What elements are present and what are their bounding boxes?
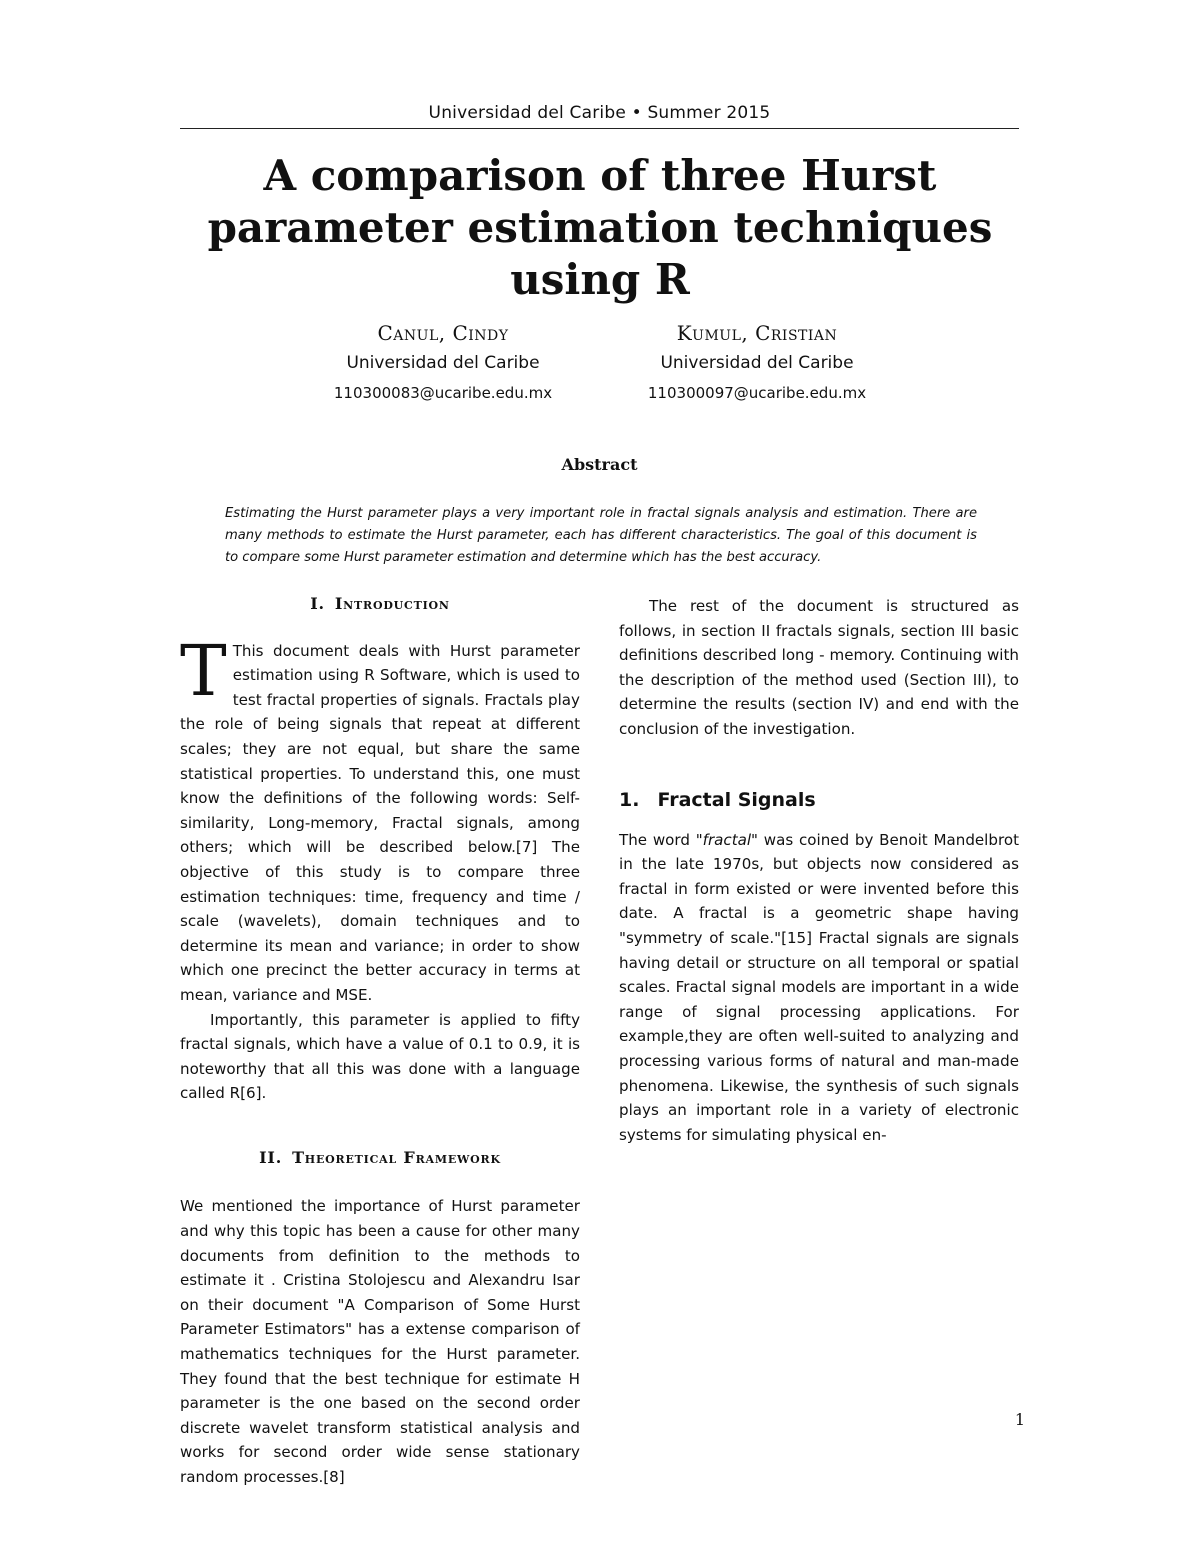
intro-paragraph-2: Importantly, this parameter is applied to fifty fractal signals, which have a value of 0.1 to 0.9, it is noteworthy that all this was done with a language called R[6].: [180, 1010, 580, 1103]
header-rule: [180, 128, 1019, 129]
author-block-2: [597, 318, 917, 408]
intro-paragraph-1-text: This document deals with Hurst parameter estimation using R Software, which is used to test fractal properties of signals. Fractals play the role of being signals that repeat at different scales; they are not equal, but share the same statistical properties. To understand this, one must know the definitions of the following words: Self-similarity, Long-memory, Fractal signals, among others; which will be described below.[7] The objective of this study is to compare three estimation techniques: time, frequency and time / scale (wavelets), domain techniques and to determine its mean and variance; in order to show which one precinct the better accuracy in terms at mean, variance and MSE.: [180, 641, 580, 1004]
author-email: 110300097@ucaribe.edu.mx: [647, 384, 867, 402]
author-name: Kumul, Cristian: [676, 321, 838, 345]
section-number: I.: [310, 594, 325, 613]
intro-paragraph-1: [180, 629, 580, 1008]
theory-paragraph-1: We mentioned the importance of Hurst parameter and why this topic has been a cause for other many documents from definition to the methods to estimate it . Cristina Stolojescu and Alexandru Isar on their document "A Comparison of Some Hurst Parameter Estimators" has a extense comparison of mathematics techniques for the Hurst parameter. They found that the best technique for estimate H parameter is the one based on the second order discrete wavelet transform statistical analysis and works for second order wide sense stationary random processes.[8]: [180, 1197, 580, 1486]
section-title: Introduction: [334, 594, 450, 613]
section-heading-theoretical-framework: [180, 1146, 580, 1171]
subsection-title: Fractal Signals: [657, 788, 816, 811]
fractal-text-rest: was coined by Benoit Mandelbrot in the late 1970s, but objects now considered as fractal in form existed or were invented before this date. A fractal is a geometric shape having "symmetry of scale."[15] Fractal signals are signals having detail or structure on all temporal or spatial scales. Fractal signal models are important in a wide range of signal processing applications. For example,they are often well-suited to analyzing and processing various forms of natural and man-made phenomena. Likewise, the synthesis of such signals plays an important role in a variety of electronic systems for simulating physical en-: [619, 830, 1019, 1144]
running-head: Universidad del Caribe • Summer 2015: [428, 103, 771, 123]
author-affiliation: Universidad del Caribe: [346, 353, 540, 373]
right-column: [619, 594, 1019, 1147]
author-name: Canul, Cindy: [377, 321, 509, 345]
subsection-heading-fractal-signals: [619, 786, 1019, 814]
subsection-number: 1.: [619, 788, 640, 811]
abstract-text: Estimating the Hurst parameter plays a very important role in fractal signals analysis and estimation. There are many methods to estimate the Hurst parameter, each has different characteristics. The goal of this document is to compare some Hurst parameter estimation and determine which has the best accuracy.: [225, 506, 977, 565]
left-column: [180, 592, 580, 1490]
fractal-text-start: The word: [619, 830, 696, 849]
paper-title: A comparison of three Hurst parameter estimation techniques using R: [207, 151, 993, 304]
page-number: 1: [1014, 1410, 1025, 1429]
author-email: 110300083@ucaribe.edu.mx: [333, 384, 553, 402]
fractal-paragraph-1: [619, 828, 1019, 1148]
section-number: II.: [259, 1147, 283, 1167]
section-heading-introduction: [180, 592, 580, 617]
fractal-term: "fractal": [695, 830, 759, 849]
author-affiliation: Universidad del Caribe: [660, 353, 854, 373]
section-title: Theoretical Framework: [292, 1147, 501, 1167]
author-block-1: [283, 318, 603, 408]
abstract-heading: Abstract: [561, 455, 638, 474]
theory-paragraph-2: The rest of the document is structured as follows, in section II fractals signals, section III basic definitions described long - memory. Continuing with the description of the method used (Section III), to determine the results (section IV) and end with the conclusion of the investigation.: [619, 597, 1019, 738]
drop-cap: T: [180, 629, 227, 712]
